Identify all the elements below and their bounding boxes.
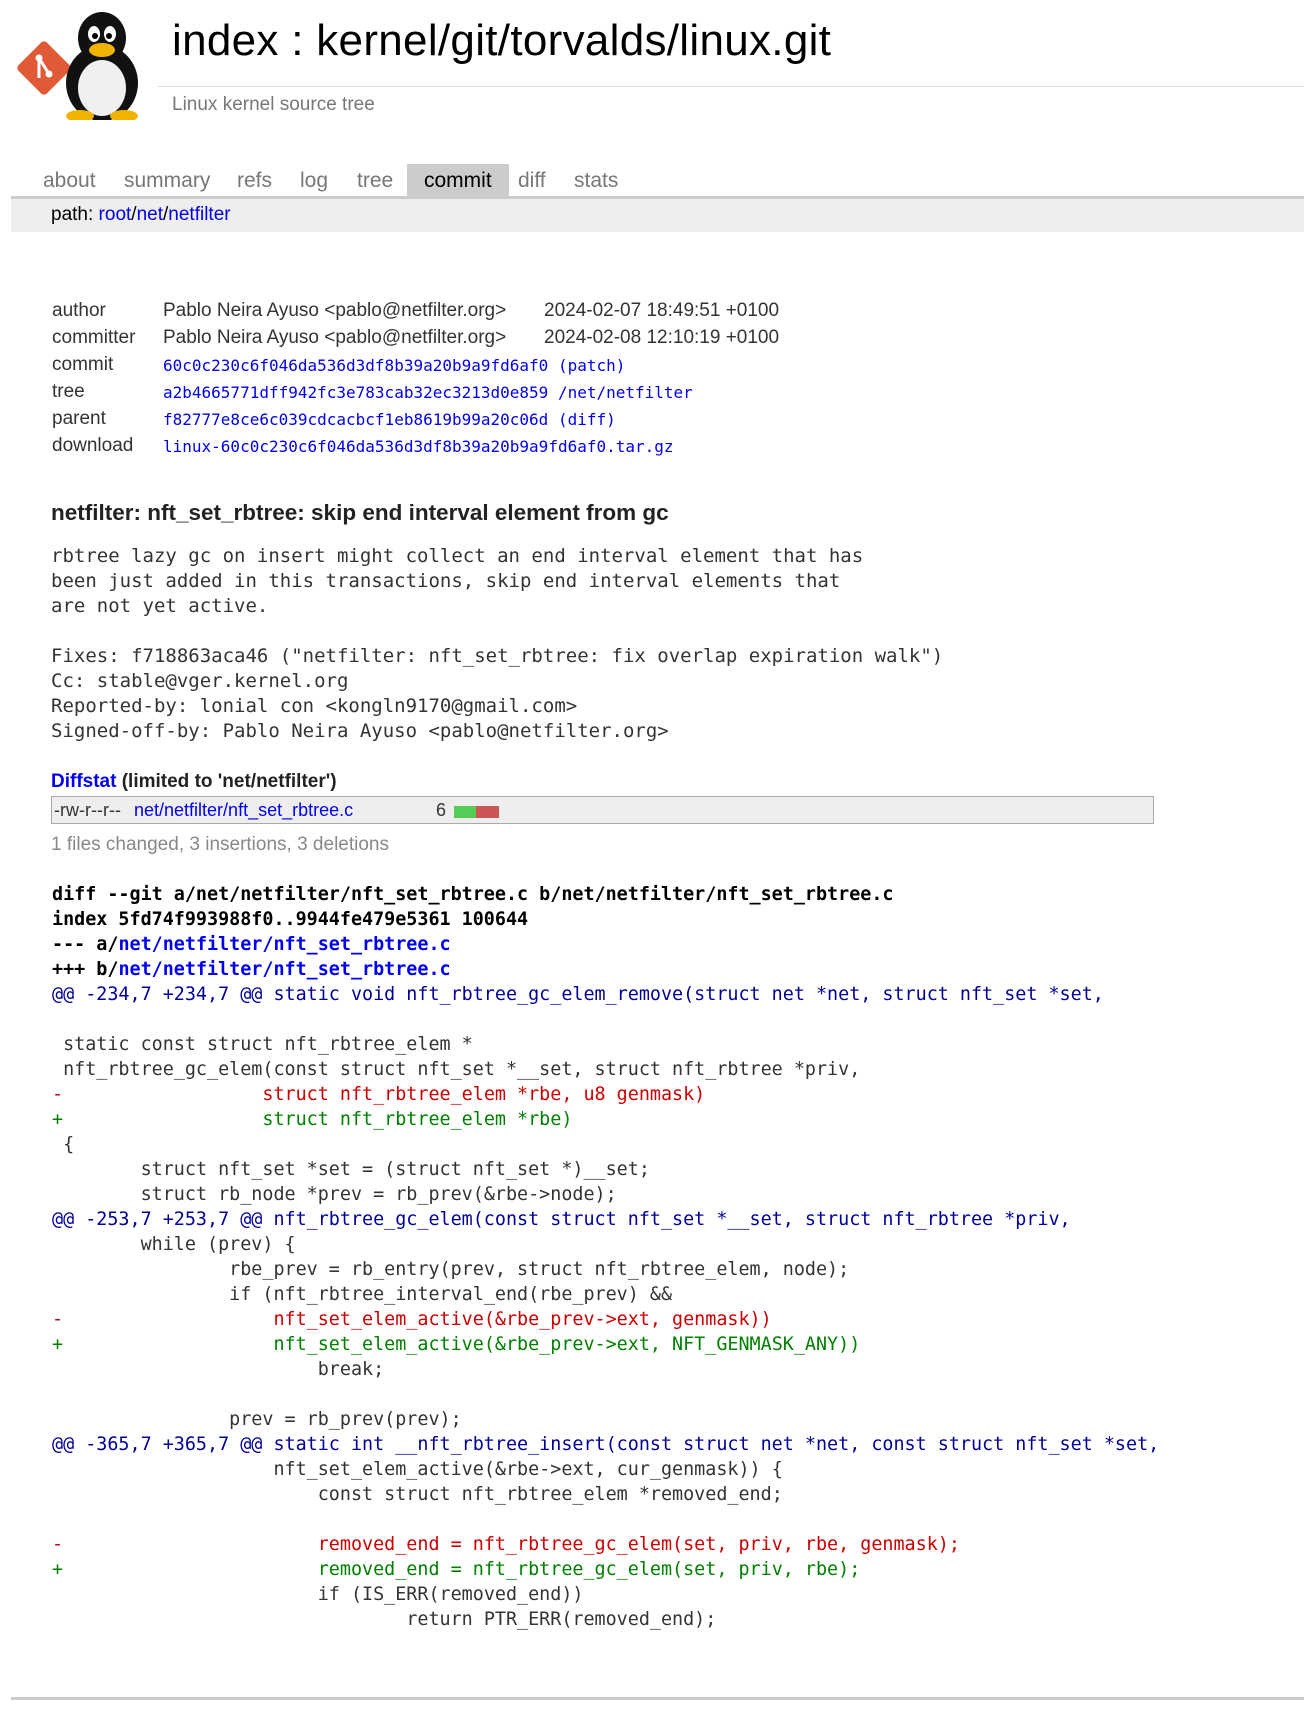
paren: (: [548, 410, 568, 429]
diff-context-line: struct rb_node *prev = rb_prev(&rbe->node);: [52, 1184, 617, 1205]
paren: ): [606, 410, 616, 429]
diff-context-line: prev = rb_prev(prev);: [52, 1409, 462, 1430]
author-label: author: [52, 300, 106, 321]
diff-old-file-line: [52, 932, 1159, 957]
diff-context-line: [52, 1507, 1159, 1532]
commit-subject: netfilter: nft_set_rbtree: skip end interval element from gc: [51, 500, 669, 525]
tab-summary[interactable]: summary: [124, 169, 211, 192]
author-name: Pablo Neira Ayuso <pablo@netfilter.org>: [163, 300, 507, 321]
diff-context-line: [52, 1382, 1159, 1407]
diff-context-line: {: [52, 1134, 75, 1155]
paren: ): [615, 356, 626, 375]
diff-prefix: +++ b/: [52, 959, 119, 980]
committer-name: Pablo Neira Ayuso <pablo@netfilter.org>: [163, 327, 507, 348]
diff-index-line: index 5fd74f993988f0..9944fe479e5361 100644: [52, 909, 529, 930]
diffstat-link[interactable]: Diffstat: [51, 771, 117, 792]
tab-diff[interactable]: diff: [518, 169, 546, 192]
spacer: [548, 383, 558, 402]
header: [0, 0, 1304, 130]
diff-removed-line: - nft_set_elem_active(&rbe_prev->ext, genmask)): [52, 1309, 772, 1330]
tab-commit[interactable]: commit: [407, 164, 509, 196]
diff-hunk-header: @@ -253,7 +253,7 @@ nft_rbtree_gc_elem(const struct nft_set *__set, struct nft_rbtree *priv,: [52, 1209, 1071, 1230]
download-label: download: [52, 435, 134, 456]
diffstat-file-link[interactable]: net/netfilter/nft_set_rbtree.c: [134, 800, 354, 820]
diffstat-count: 6: [436, 800, 447, 820]
diff-header-line: diff --git a/net/netfilter/nft_set_rbtree.c b/net/netfilter/nft_set_rbtree.c: [52, 884, 894, 905]
parent-hash-link[interactable]: f82777e8ce6c039cdcacbcf1eb8619b99a20c06d: [163, 410, 549, 429]
diff-new-file-link[interactable]: net/netfilter/nft_set_rbtree.c: [118, 959, 451, 980]
diff-context-line: break;: [52, 1359, 385, 1380]
path-netfilter-link[interactable]: netfilter: [168, 204, 231, 225]
git-diamond-icon: [16, 40, 73, 97]
path-root-link[interactable]: root: [98, 204, 132, 225]
tux-penguin-icon: [66, 12, 138, 120]
parent-hash-cell: [163, 410, 616, 429]
tab-log[interactable]: log: [300, 169, 329, 192]
author-date: 2024-02-07 18:49:51 +0100: [544, 300, 780, 321]
diff-context-line: const struct nft_rbtree_elem *removed_end;: [52, 1484, 783, 1505]
diff-view: [52, 882, 1159, 1632]
commit-hash-cell: [163, 356, 625, 375]
git-tux-logo-icon: [14, 8, 162, 120]
path-bar: [11, 199, 1304, 232]
diff-removed-line: - struct nft_rbtree_elem *rbe, u8 genmask): [52, 1084, 706, 1105]
diff-context-line: static const struct nft_rbtree_elem *: [52, 1034, 473, 1055]
parent-diff-link[interactable]: diff: [567, 410, 607, 429]
tree-hash-link[interactable]: a2b4665771dff942fc3e783cab32ec3213d0e859: [163, 383, 549, 402]
download-tarball-link[interactable]: linux-60c0c230c6f046da536d3df8b39a20b9a9fd6af0.tar.gz: [163, 437, 674, 456]
diff-old-file-link[interactable]: net/netfilter/nft_set_rbtree.c: [118, 934, 451, 955]
committer-label: committer: [52, 327, 136, 348]
insertions-bar: [454, 806, 476, 818]
diff-context-line: rbe_prev = rb_entry(prev, struct nft_rbtree_elem, node);: [52, 1259, 850, 1280]
diffstat-scope: (limited to 'net/netfilter'): [116, 771, 337, 792]
patch-link[interactable]: patch: [567, 356, 616, 375]
path-net-link[interactable]: net: [136, 204, 163, 225]
diff-new-file-line: [52, 957, 1159, 982]
page-title[interactable]: index : kernel/git/torvalds/linux.git: [172, 16, 832, 65]
tab-stats[interactable]: stats: [574, 169, 619, 192]
tree-hash-cell: [163, 383, 693, 402]
diff-context-line: if (IS_ERR(removed_end)): [52, 1584, 584, 1605]
diffstat-bar: [454, 806, 499, 818]
diff-added-line: + struct nft_rbtree_elem *rbe): [52, 1109, 573, 1130]
diff-context-line: return PTR_ERR(removed_end);: [52, 1609, 717, 1630]
deletions-bar: [476, 806, 499, 818]
tab-about[interactable]: about: [43, 169, 96, 192]
diff-context-line: struct nft_set *set = (struct nft_set *)__set;: [52, 1159, 650, 1180]
diff-prefix: --- a/: [52, 934, 119, 955]
diff-context-line: while (prev) {: [52, 1234, 296, 1255]
file-mode: -rw-r--r--: [54, 800, 121, 820]
repo-description: Linux kernel source tree: [172, 94, 375, 115]
path-separator: /: [131, 204, 137, 225]
diff-hunk-header: @@ -234,7 +234,7 @@ static void nft_rbtree_gc_elem_remove(struct net *net, struct nft_set *set,: [52, 984, 1104, 1005]
diff-context-line: nft_set_elem_active(&rbe->ext, cur_genmask)) {: [52, 1459, 783, 1480]
diff-added-line: + removed_end = nft_rbtree_gc_elem(set, priv, rbe);: [52, 1559, 861, 1580]
breadcrumb: [51, 204, 231, 226]
diff-lines: [52, 982, 1159, 1632]
diff-context-line: nft_rbtree_gc_elem(const struct nft_set *__set, struct nft_rbtree *priv,: [52, 1059, 861, 1080]
diffstat-table: [51, 796, 1154, 824]
path-separator: /: [163, 204, 169, 225]
footer-divider: [11, 1697, 1304, 1700]
tab-tree[interactable]: tree: [357, 169, 394, 192]
diff-added-line: + nft_set_elem_active(&rbe_prev->ext, NFT_GENMASK_ANY)): [52, 1334, 861, 1355]
diff-context-line: if (nft_rbtree_interval_end(rbe_prev) &&: [52, 1284, 673, 1305]
diffstat-header: [51, 771, 337, 793]
title-divider: [158, 86, 1304, 87]
logo[interactable]: [14, 8, 162, 120]
download-cell: [163, 437, 674, 456]
paren: (: [548, 356, 568, 375]
tree-path-link[interactable]: /net/netfilter: [557, 383, 693, 402]
diffstat-summary: 1 files changed, 3 insertions, 3 deletions: [51, 834, 389, 855]
tab-refs[interactable]: refs: [237, 169, 273, 192]
commit-message: rbtree lazy gc on insert might collect an end interval element that has been just added in this transactions, skip end interval elements that are not yet active. Fixes: f718863aca46 ("netfilter: nft_set_rbtree: fix overlap expiration walk") Cc: stable@vger.kernel.org Reported-by: lonial con <kongln9170@gmail.com> Signed-off-by: Pablo Neira Ayuso <pablo@netfilter.org>: [51, 545, 944, 742]
path-prefix: path:: [51, 204, 99, 225]
committer-date: 2024-02-08 12:10:19 +0100: [544, 327, 780, 348]
commit-label: commit: [52, 354, 114, 375]
tree-label: tree: [52, 381, 85, 402]
parent-label: parent: [52, 408, 106, 429]
tab-bar: [11, 164, 1304, 199]
diff-removed-line: - removed_end = nft_rbtree_gc_elem(set, priv, rbe, genmask);: [52, 1534, 960, 1555]
diff-hunk-header: @@ -365,7 +365,7 @@ static int __nft_rbtree_insert(const struct net *net, const struct nft_set *set,: [52, 1434, 1160, 1455]
diff-context-line: [52, 1007, 1159, 1032]
commit-hash-link[interactable]: 60c0c230c6f046da536d3df8b39a20b9a9fd6af0: [163, 356, 549, 375]
